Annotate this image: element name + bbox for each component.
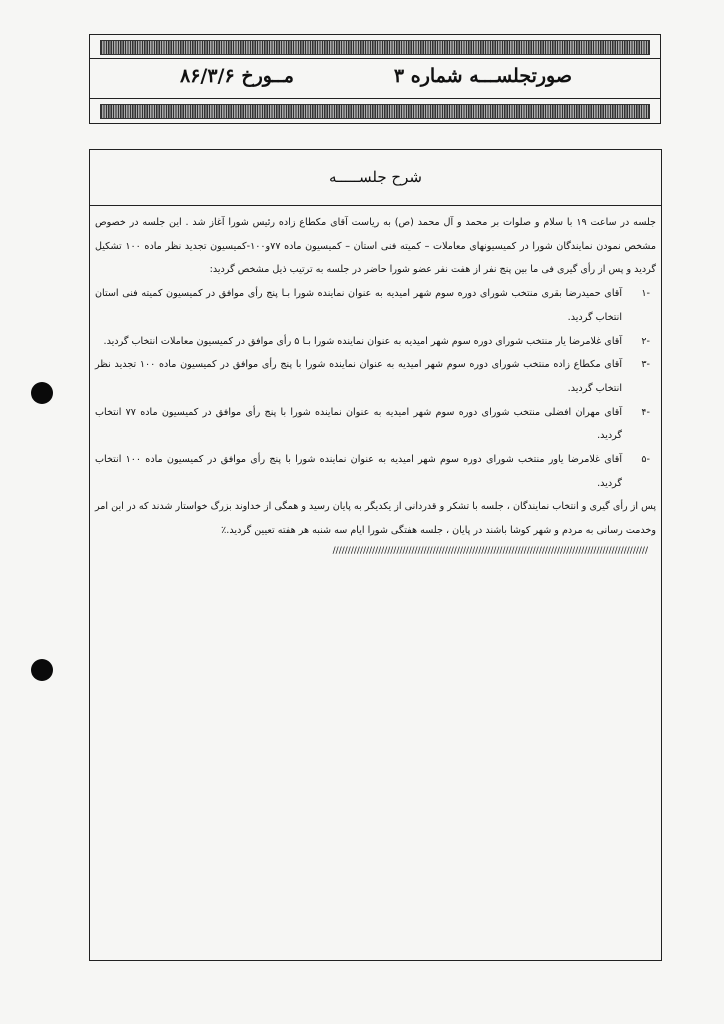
- list-item-text: آقای غلامرضا یار منتخب شورای دوره سوم شهر امیدیه به عنوان نماینده شورا بـا ۵ رأی موافق در کمیسیون معاملات انتخاب گردید.: [103, 335, 622, 347]
- minutes-title: صورتجلســـه شماره ۳: [393, 65, 572, 87]
- list-item-number: -۴: [641, 406, 650, 418]
- list-item-number: -۳: [641, 359, 650, 371]
- list-item-number: -۱: [641, 288, 650, 300]
- fill-line: ////////////////////////////////////////////////////////////////////////////////////////////////////////: [332, 545, 648, 556]
- punch-hole: [31, 382, 53, 404]
- intro-paragraph: جلسه در ساعت ۱۹ با سلام و صلوات بر محمد و آل محمد (ص) به ریاست آقای مکطاع زاده رئیس شورا آغاز شد . این جلسه در خصوص مشخص نمودن نمایندگان شورا در کمیسیونهای معاملات – کمیته فنی استان – کمیسیون ماده ۷۷و۱۰۰-کمیسیون تجدید نظر ماده ۱۰۰ تشکیل گردید و پس از رأی گیری فی ما بین پنج نفر از هفت نفر عضو شورا حاضر در جلسه به ترتیب ذیل مشخص گردید:: [95, 217, 656, 276]
- minutes-body-box: [89, 149, 662, 961]
- minutes-date: مــورخ ۸۶/۳/۶: [180, 65, 294, 87]
- list-item-number: -۵: [641, 454, 650, 466]
- section-title: شرح جلســـــه: [329, 168, 422, 186]
- header-row: [90, 61, 660, 97]
- list-item: [95, 353, 656, 400]
- punch-hole: [31, 659, 53, 681]
- minutes-content: [95, 211, 656, 558]
- section-header: [90, 150, 661, 206]
- list-item: [95, 448, 656, 495]
- list-item-text: آقای مهران افضلی منتخب شورای دوره سوم شهر امیدیه به عنوان نماینده شورا با پنج رأی موافق در کمیسیون ماده ۷۷ انتخاب گردید.: [95, 406, 622, 442]
- header-hatch-bar: [100, 104, 650, 119]
- header-box: [89, 34, 661, 124]
- header-divider: [90, 98, 660, 99]
- list-item-number: -۲: [641, 335, 650, 347]
- list-item: [95, 401, 656, 448]
- list-item-text: آقای حمیدرضا بقری منتخب شورای دوره سوم شهر امیدیه به عنوان نماینده شورا بـا پنج رأی موافق در کمیسیون کمیته فنی استان انتخاب گردید.: [95, 288, 622, 323]
- list-item-text: آقای مکطاع زاده منتخب شورای دوره سوم شهر امیدیه به عنوان نماینده شورا با پنج رأی موافق در کمیسیون ماده ۱۰۰ تجدید نظر انتخاب گردید.: [95, 359, 622, 394]
- list-item: [95, 282, 656, 329]
- list-item-text: آقای غلامرضا یاور منتخب شورای دوره سوم شهر امیدیه به عنوان نماینده شورا با پنج رأی موافق در کمیسیون ماده ۱۰۰ انتخاب گردید.: [95, 454, 622, 489]
- closing-paragraph: پس از رأی گیری و انتخاب نمایندگان ، جلسه با تشکر و قدردانی از یکدیگر به پایان رسید و همگی از خداوند بزرگ خواستار شدند که در این امر وخدمت رسانی به مردم و شهر کوشا باشند در پایان ، جلسه هفتگی شورا ایام سه شنبه هر هفته تعیین گردید.٪: [95, 501, 656, 537]
- header-hatch-bar: [100, 40, 650, 55]
- header-divider: [90, 58, 660, 59]
- list-item: [95, 330, 656, 354]
